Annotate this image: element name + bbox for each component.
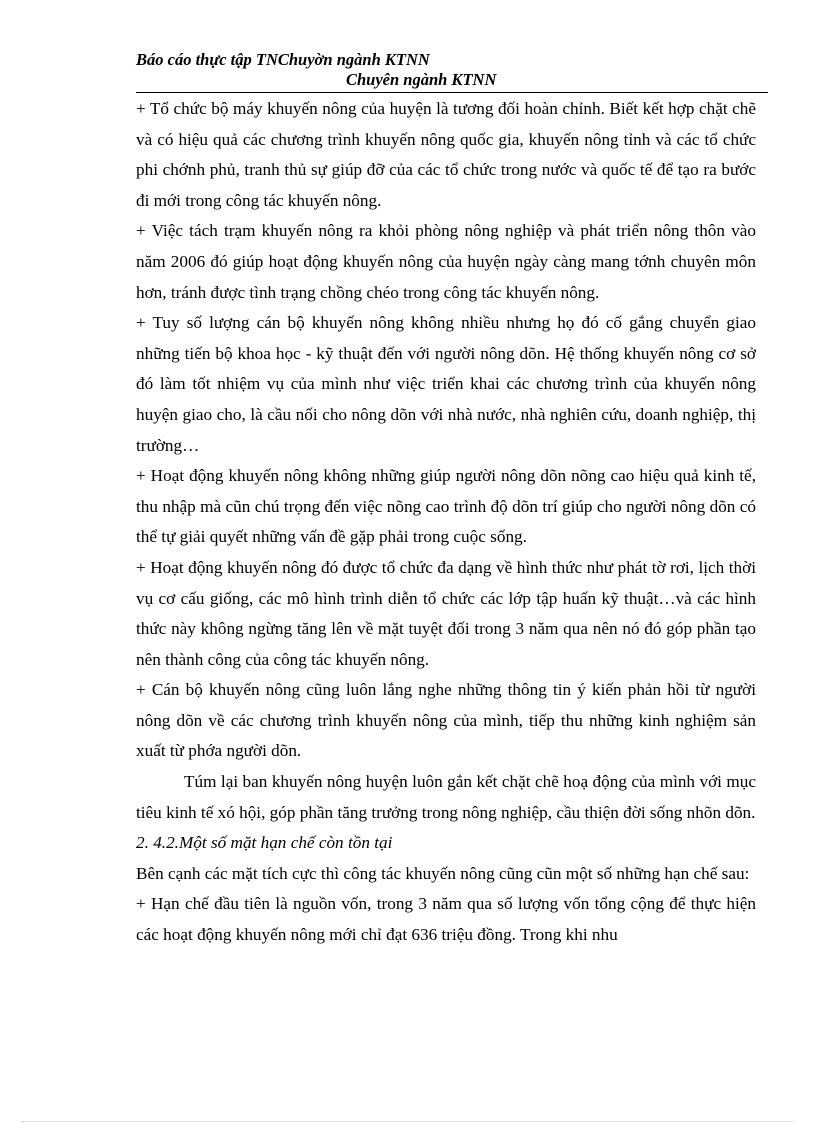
document-body — [136, 94, 756, 951]
paragraph-capital-limitation: + Hạn chế đầu tiên là nguồn vốn, trong 3 năm qua số lượng vốn tổng cộng để thực hiện các hoạt động khuyến nông mới chỉ đạt 636 triệu đồng. Trong khi nhu — [136, 894, 756, 945]
paragraph-station-separation: + Việc tách trạm khuyến nông ra khỏi phòng nông nghiệp và phát triển nông thôn vào năm 2006 đó giúp hoạt động khuyến nông của huyện ngày càng mang tớnh chuyên môn hơn, tránh được tình trạng chồng chéo trong công tác khuyến nông. — [136, 221, 756, 302]
paragraph-economic-benefit: + Hoạt động khuyến nông không những giúp người nông dõn nõng cao hiệu quả kinh tế, thu nhập mà cũn chú trọng đến việc nõng cao trình độ dõn trí giúp cho người nông dõn có thể tự giải quyết những vấn đề gặp phải trong cuộc sống. — [136, 466, 756, 547]
page-bottom-divider — [22, 1121, 794, 1122]
paragraph-staff: + Tuy số lượng cán bộ khuyến nông không nhiều nhưng họ đó cố gắng chuyển giao những tiến bộ khoa học - kỹ thuật đến với người nông dõn. Hệ thống khuyến nông cơ sở đó làm tốt nhiệm vụ của mình như việc triển khai các chương trình của khuyến nông huyện giao cho, là cầu nối cho nông dõn với nhà nước, nhà nghiên cứu, doanh nghiệp, thị trường… — [136, 313, 756, 455]
header-divider — [136, 92, 768, 93]
paragraph-org-structure: + Tổ chức bộ máy khuyến nông của huyện là tương đối hoàn chỉnh. Biết kết hợp chặt chẽ và có hiệu quả các chương trình khuyến nông quốc gia, khuyến nông tỉnh và các tổ chức phi chớnh phủ, tranh thủ sự giúp đỡ của các tổ chức trong nước và quốc tế để tạo ra bước đi mới trong công tác khuyến nông. — [136, 99, 756, 210]
section-heading: 2. 4.2.Một số mặt hạn chế còn tồn tại — [136, 833, 393, 853]
paragraph-feedback: + Cán bộ khuyến nông cũng luôn lắng nghe những thông tin ý kiến phản hồi từ người nông dõn về các chương trình khuyến nông của mình, tiếp thu những kinh nghiệm sản xuất từ phớa người dõn. — [136, 680, 756, 761]
paragraph-summary: Túm lại ban khuyến nông huyện luôn gắn kết chặt chẽ hoạ động của mình với mục tiêu kinh tế xó hội, góp phần tăng trưởng trong nông nghiệp, cầu thiện đời sống nhõn dõn. — [136, 772, 756, 822]
header-subtitle: Chuyên ngành KTNN — [346, 70, 497, 89]
paragraph-limitations-intro: Bên cạnh các mặt tích cực thì công tác khuyến nông cũng cũn một số những hạn chế sau: — [136, 863, 750, 883]
page-header — [136, 50, 768, 90]
header-title: Báo cáo thực tập TNChuyờn ngành KTNN — [136, 50, 430, 69]
paragraph-diverse-forms: + Hoạt động khuyến nông đó được tổ chức đa dạng về hình thức như phát tờ rơi, lịch thời vụ cơ cấu giống, các mô hình trình diễn tổ chức các lớp tập huấn kỹ thuật…và các hình thức này không ngừng tăng lên về mặt tuyệt đối trong 3 năm qua nên nó đó góp phần tạo nên thành công của công tác khuyến nông. — [136, 557, 756, 669]
